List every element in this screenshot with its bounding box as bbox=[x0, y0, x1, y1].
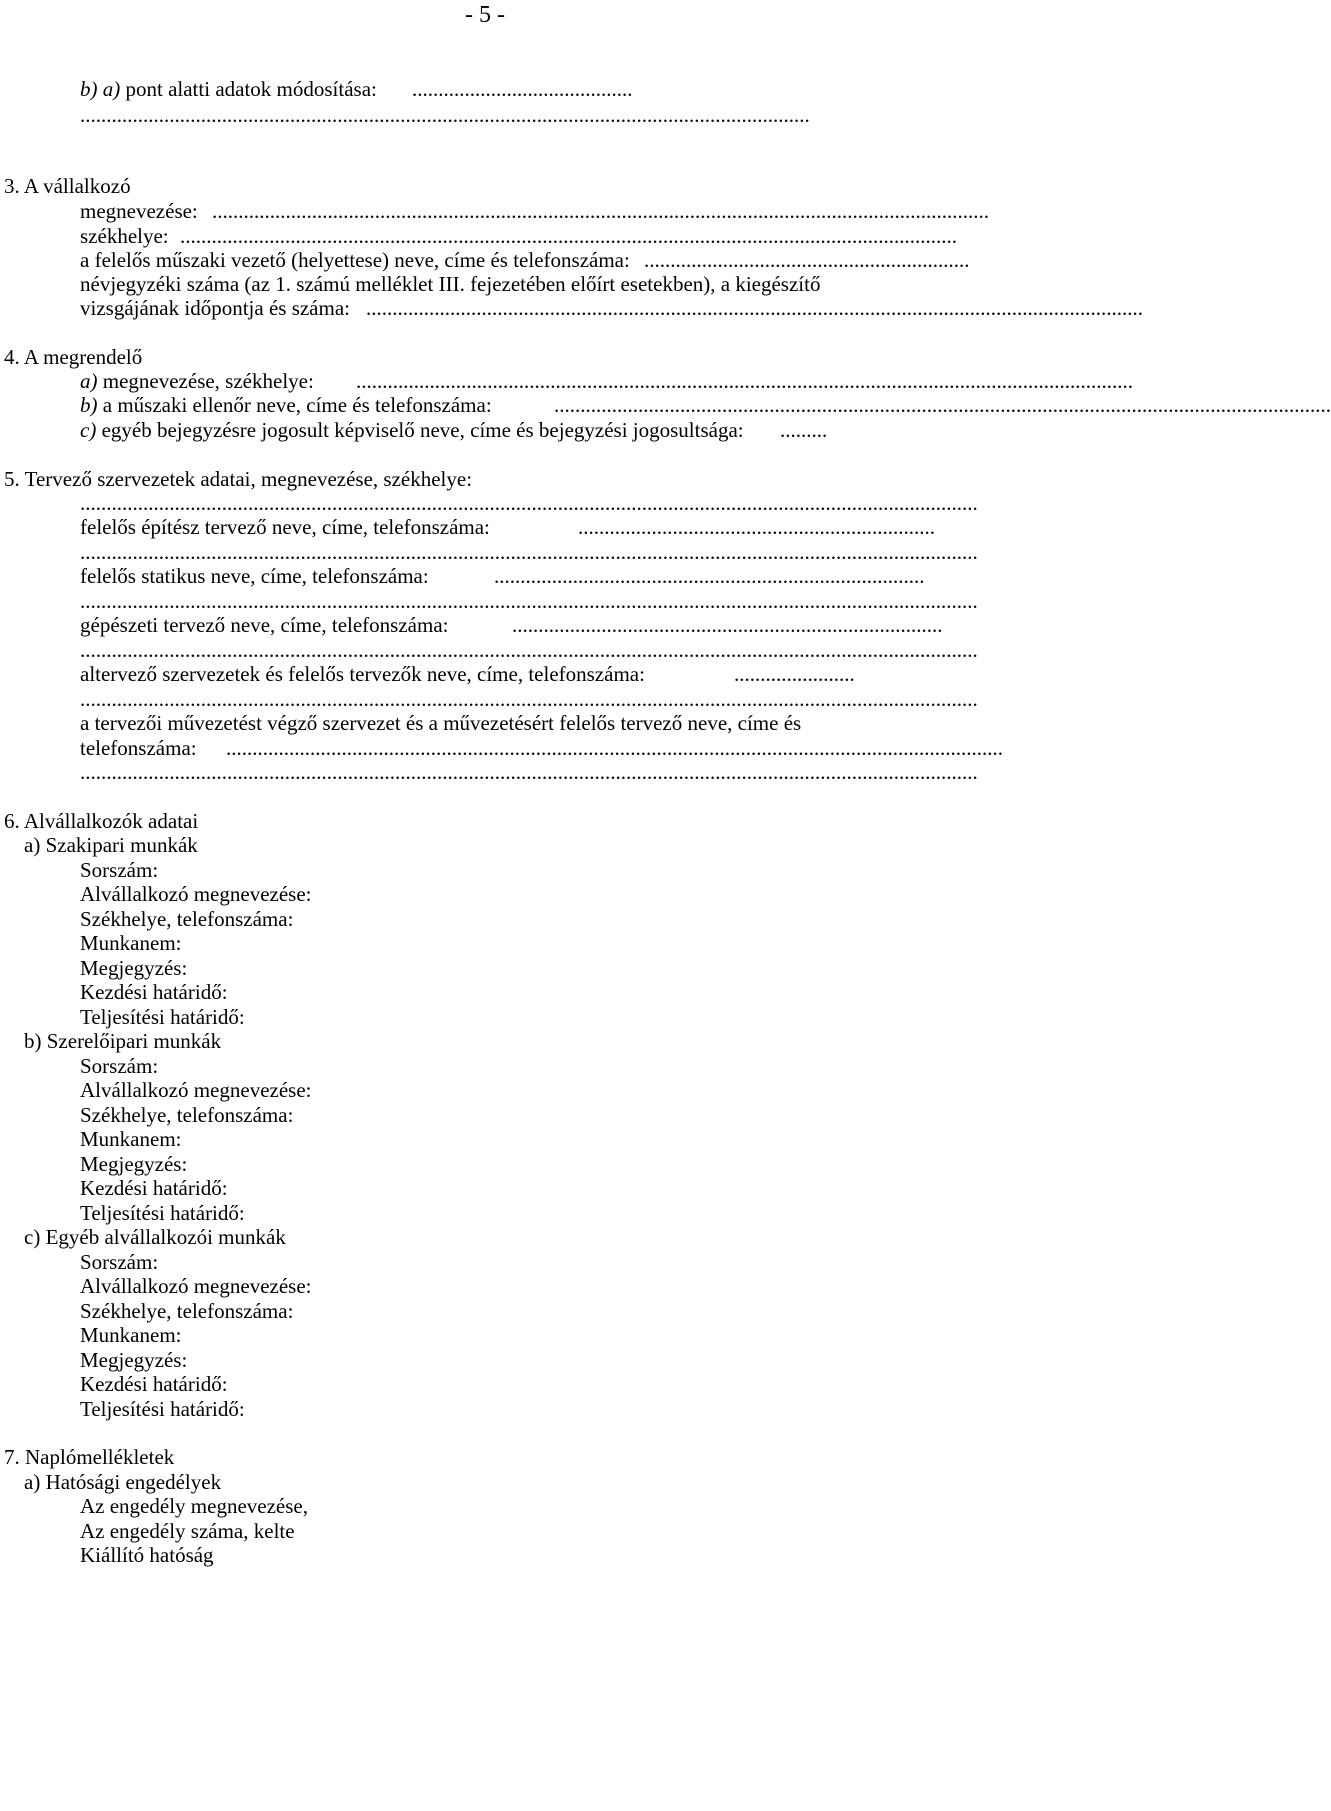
field-label: Munkanem: bbox=[80, 1127, 182, 1151]
section-4-heading: 4. A megrendelő bbox=[4, 345, 143, 369]
section-2b-line bbox=[80, 77, 377, 101]
fill-dots: .......................................... bbox=[412, 77, 633, 101]
field-label: Alvállalkozó megnevezése: bbox=[80, 1274, 312, 1298]
attachment-item: Kiállító hatóság bbox=[80, 1543, 214, 1567]
field-label: Teljesítési határidő: bbox=[80, 1397, 245, 1421]
item-label-b: b) bbox=[80, 393, 98, 417]
field-label: Sorszám: bbox=[80, 1054, 159, 1078]
fill-dots: ........................................................................................................................................................................... bbox=[80, 760, 978, 784]
section-3-heading: 3. A vállalkozó bbox=[4, 174, 131, 198]
fill-dots: ........................................................................................................................................... bbox=[80, 103, 810, 127]
fill-dots: ........................................................................................................................................................................... bbox=[80, 638, 978, 662]
field-label: Munkanem: bbox=[80, 931, 182, 955]
item-label-c: c) bbox=[80, 418, 97, 442]
section-2b-text: pont alatti adatok módosítása: bbox=[120, 77, 377, 101]
fill-dots: .................................................................................................................................................... bbox=[356, 369, 1133, 393]
contractor-seat-label: székhelye: bbox=[80, 224, 169, 248]
representative-line: c) egyéb bejegyzésre jogosult képviselő neve, címe és bejegyzési jogosultsága: bbox=[80, 418, 744, 442]
attachment-item: Az engedély megnevezése, bbox=[80, 1494, 308, 1518]
fill-dots: ....................... bbox=[734, 662, 855, 686]
registry-number-label: névjegyzéki száma (az 1. számú melléklet III. fejezetében előírt esetekben), a kiegészítő bbox=[80, 272, 821, 296]
field-label: Megjegyzés: bbox=[80, 956, 188, 980]
item-label-a: a) bbox=[80, 369, 98, 393]
fill-dots: .................................................................................. bbox=[512, 613, 943, 637]
field-label: Kezdési határidő: bbox=[80, 1372, 228, 1396]
subdesigners-label: altervező szervezetek és felelős tervezők neve, címe, telefonszáma: bbox=[80, 662, 645, 686]
fill-dots: ......... bbox=[780, 418, 828, 442]
field-label: Megjegyzés: bbox=[80, 1152, 188, 1176]
contractor-name-label: megnevezése: bbox=[80, 199, 198, 223]
section-7-heading: 7. Naplómellékletek bbox=[4, 1445, 175, 1469]
fill-dots: .............................................................. bbox=[644, 248, 970, 272]
field-label: Sorszám: bbox=[80, 858, 159, 882]
field-label: Sorszám: bbox=[80, 1250, 159, 1274]
supervision-phone-label: telefonszáma: bbox=[80, 736, 197, 760]
field-label: Székhelye, telefonszáma: bbox=[80, 1299, 294, 1323]
section-5-heading: 5. Tervező szervezetek adatai, megnevezése, székhelye: bbox=[4, 467, 473, 491]
section-6-heading: 6. Alvállalkozók adatai bbox=[4, 809, 199, 833]
group-title: c) Egyéb alvállalkozói munkák bbox=[24, 1225, 286, 1249]
fill-dots: ........................................................................................................................................................................... bbox=[80, 687, 978, 711]
fill-dots: .................................................................................................................................................... bbox=[366, 296, 1143, 320]
page-number: - 5 - bbox=[465, 2, 505, 28]
field-label: Székhelye, telefonszáma: bbox=[80, 1103, 294, 1127]
field-label: Kezdési határidő: bbox=[80, 1176, 228, 1200]
fill-dots: .................................................................................................................................................... bbox=[212, 199, 989, 223]
fill-dots: ........................................................................................................................................................................... bbox=[80, 491, 978, 515]
group-title: a) Hatósági engedélyek bbox=[24, 1470, 222, 1494]
fill-dots: ........................................................................................................................................................................... bbox=[80, 540, 978, 564]
field-label: Alvállalkozó megnevezése: bbox=[80, 882, 312, 906]
exam-date-label: vizsgájának időpontja és száma: bbox=[80, 296, 350, 320]
group-title: b) Szerelőipari munkák bbox=[24, 1029, 222, 1053]
mechanical-designer-label: gépészeti tervező neve, címe, telefonszáma: bbox=[80, 613, 449, 637]
field-label: Kezdési határidő: bbox=[80, 980, 228, 1004]
field-label: Megjegyzés: bbox=[80, 1348, 188, 1372]
fill-dots: .................................................................................................................................................... bbox=[226, 736, 1003, 760]
inspector-line: b) a műszaki ellenőr neve, címe és telefonszáma: bbox=[80, 393, 492, 417]
architect-label: felelős építész tervező neve, címe, telefonszáma: bbox=[80, 515, 490, 539]
fill-dots: .................................................................................................................................................... bbox=[180, 224, 957, 248]
field-label: Székhelye, telefonszáma: bbox=[80, 907, 294, 931]
supervision-label: a tervezői művezetést végző szervezet és a művezetésért felelős tervező neve, címe és bbox=[80, 711, 802, 735]
field-label: Teljesítési határidő: bbox=[80, 1005, 245, 1029]
item-ref-a: a) bbox=[102, 77, 121, 101]
attachment-item: Az engedély száma, kelte bbox=[80, 1519, 295, 1543]
fill-dots: .................................................................... bbox=[578, 515, 935, 539]
client-name-line: a) megnevezése, székhelye: bbox=[80, 369, 314, 393]
group-title: a) Szakipari munkák bbox=[24, 833, 198, 857]
field-label: Alvállalkozó megnevezése: bbox=[80, 1078, 312, 1102]
structural-engineer-label: felelős statikus neve, címe, telefonszáma: bbox=[80, 564, 429, 588]
fill-dots: ........................................................................................................................................................................... bbox=[80, 589, 978, 613]
field-label: Teljesítési határidő: bbox=[80, 1201, 245, 1225]
fill-dots: .................................................................................. bbox=[494, 564, 925, 588]
fill-dots: .................................................................................................................................................... bbox=[554, 393, 1331, 417]
item-label-b: b) bbox=[80, 77, 98, 101]
field-label: Munkanem: bbox=[80, 1323, 182, 1347]
site-manager-label: a felelős műszaki vezető (helyettese) neve, címe és telefonszáma: bbox=[80, 248, 630, 272]
